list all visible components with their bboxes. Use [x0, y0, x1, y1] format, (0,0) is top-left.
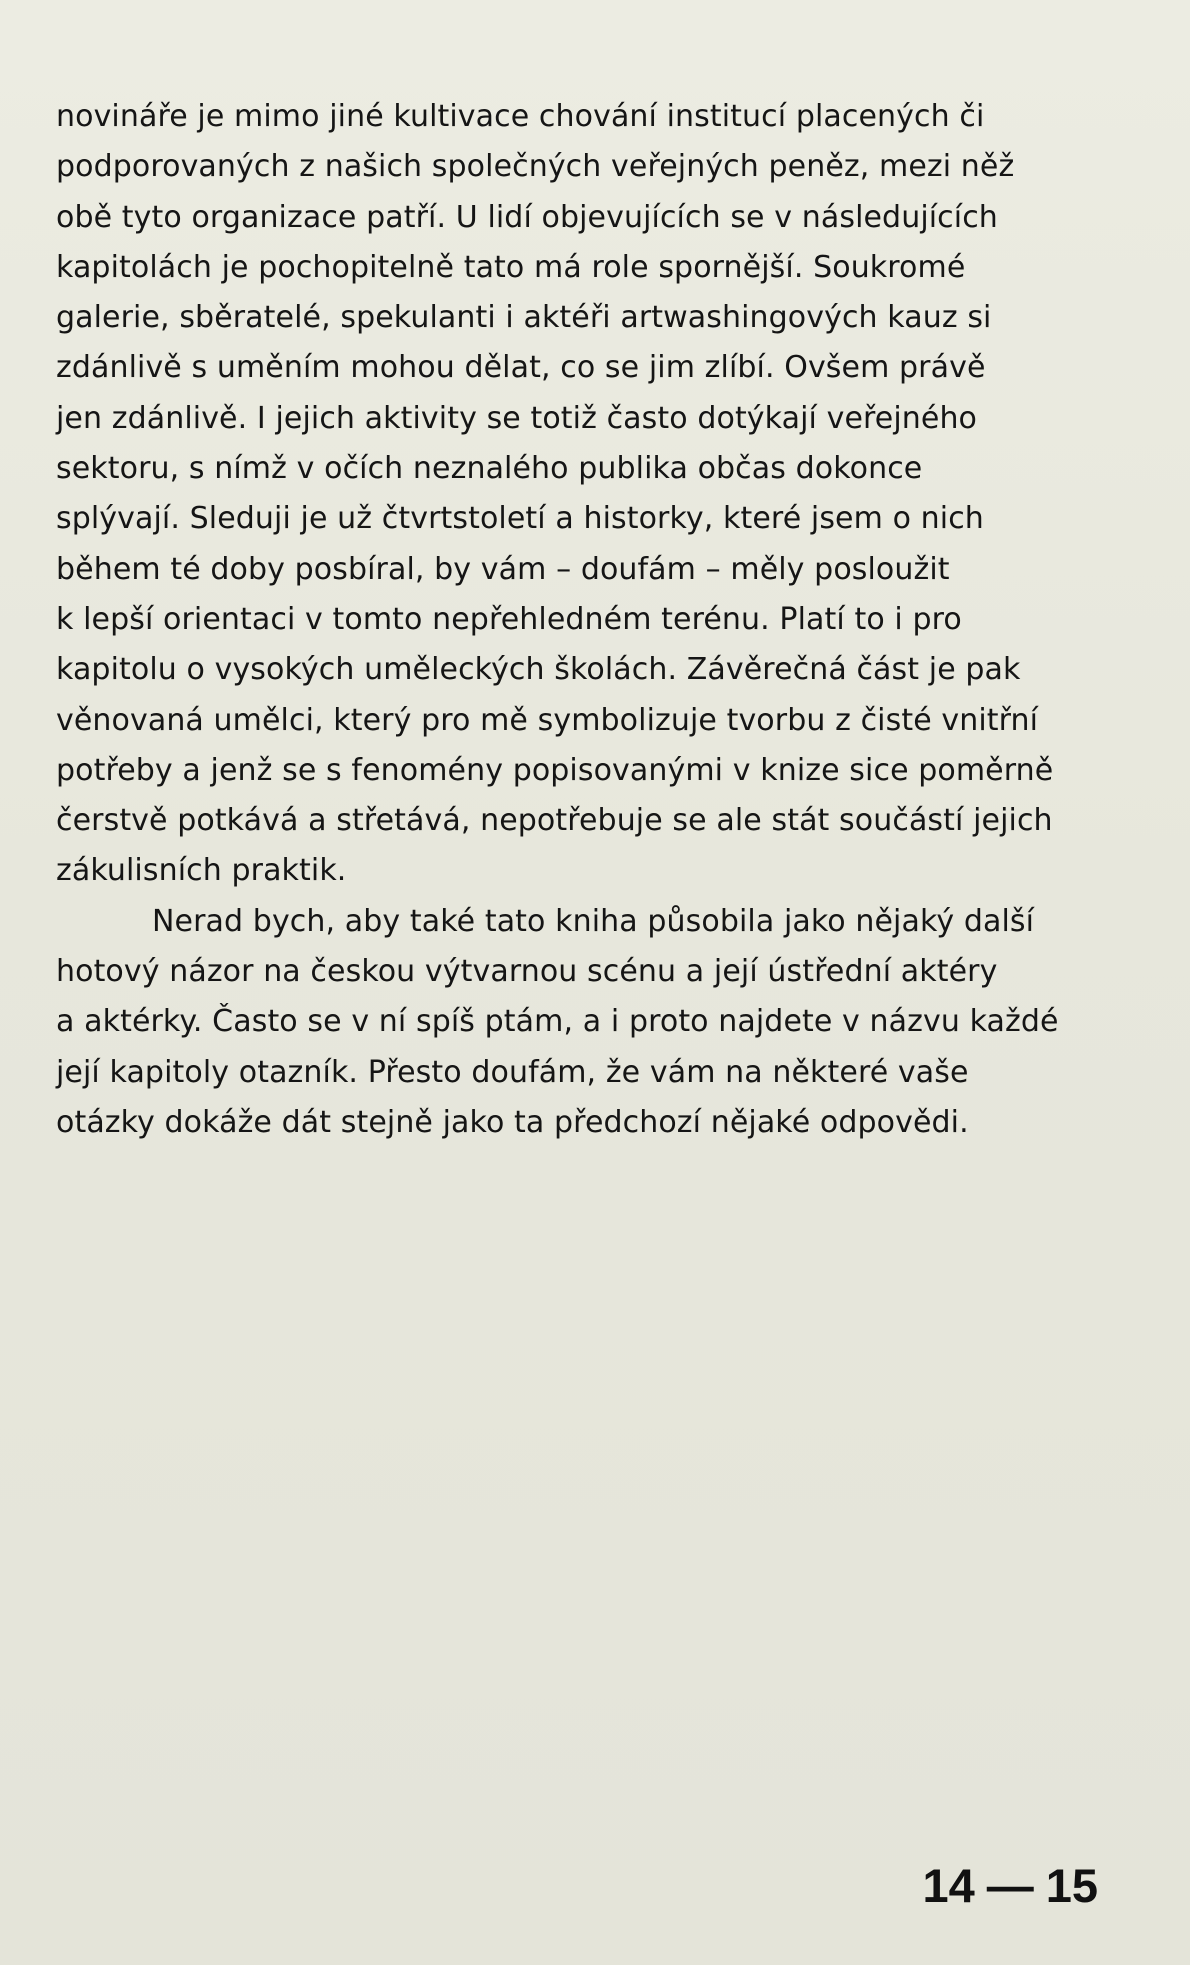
text-line: čerstvě potkává a střetává, nepotřebuje se ale stát součástí jejich: [56, 803, 1053, 839]
text-line: kapitolu o vysokých uměleckých školách. Závěrečná část je pak: [56, 652, 1021, 688]
text-line: galerie, sběratelé, spekulanti i aktéři artwashingových kauz si: [56, 300, 992, 336]
page-number: [922, 1856, 1098, 1916]
page-number-separator: —: [986, 1859, 1034, 1912]
page-number-right: 15: [1045, 1859, 1098, 1912]
text-line: novináře je mimo jiné kultivace chování institucí placených či: [56, 99, 985, 134]
body-text: [56, 92, 1116, 1148]
text-line: během té doby posbíral, by vám – doufám – měly posloužit: [56, 551, 950, 587]
page-number-left: 14: [922, 1859, 975, 1912]
text-line: hotový názor na českou výtvarnou scénu a její ústřední aktéry: [56, 954, 998, 990]
text-line: zákulisních praktik.: [56, 853, 347, 889]
text-line: podporovaných z našich společných veřejných peněz, mezi něž: [56, 149, 1015, 185]
text-line: zdánlivě s uměním mohou dělat, co se jim zlíbí. Ovšem právě: [56, 350, 986, 386]
text-line: věnovaná umělci, který pro mě symbolizuje tvorbu z čisté vnitřní: [56, 702, 1039, 738]
text-line: k lepší orientaci v tomto nepřehledném terénu. Platí to i pro: [56, 601, 962, 637]
text-line: potřeby a jenž se s fenomény popisovanými v knize sice poměrně: [56, 752, 1054, 788]
text-line: její kapitoly otazník. Přesto doufám, že vám na některé vaše: [56, 1054, 969, 1090]
text-line: obě tyto organizace patří. U lidí objevujících se v následujících: [56, 199, 998, 235]
text-line: splývají. Sleduji je už čtvrtstoletí a historky, které jsem o nich: [56, 501, 984, 537]
text-line: a aktérky. Často se v ní spíš ptám, a i proto najdete v názvu každé: [56, 1004, 1059, 1040]
text-line: otázky dokáže dát stejně jako ta předchozí nějaké odpovědi.: [56, 1104, 969, 1140]
text-line: kapitolách je pochopitelně tato má role spornější. Soukromé: [56, 249, 966, 285]
text-line: jen zdánlivě. I jejich aktivity se totiž často dotýkají veřejného: [56, 400, 978, 436]
paragraph-2: [56, 897, 1116, 1148]
paragraph-1: [56, 92, 1116, 897]
text-line: Nerad bych, aby také tato kniha působila jako nějaký další: [152, 903, 1035, 939]
text-line: sektoru, s nímž v očích neznalého publika občas dokonce: [56, 451, 923, 487]
